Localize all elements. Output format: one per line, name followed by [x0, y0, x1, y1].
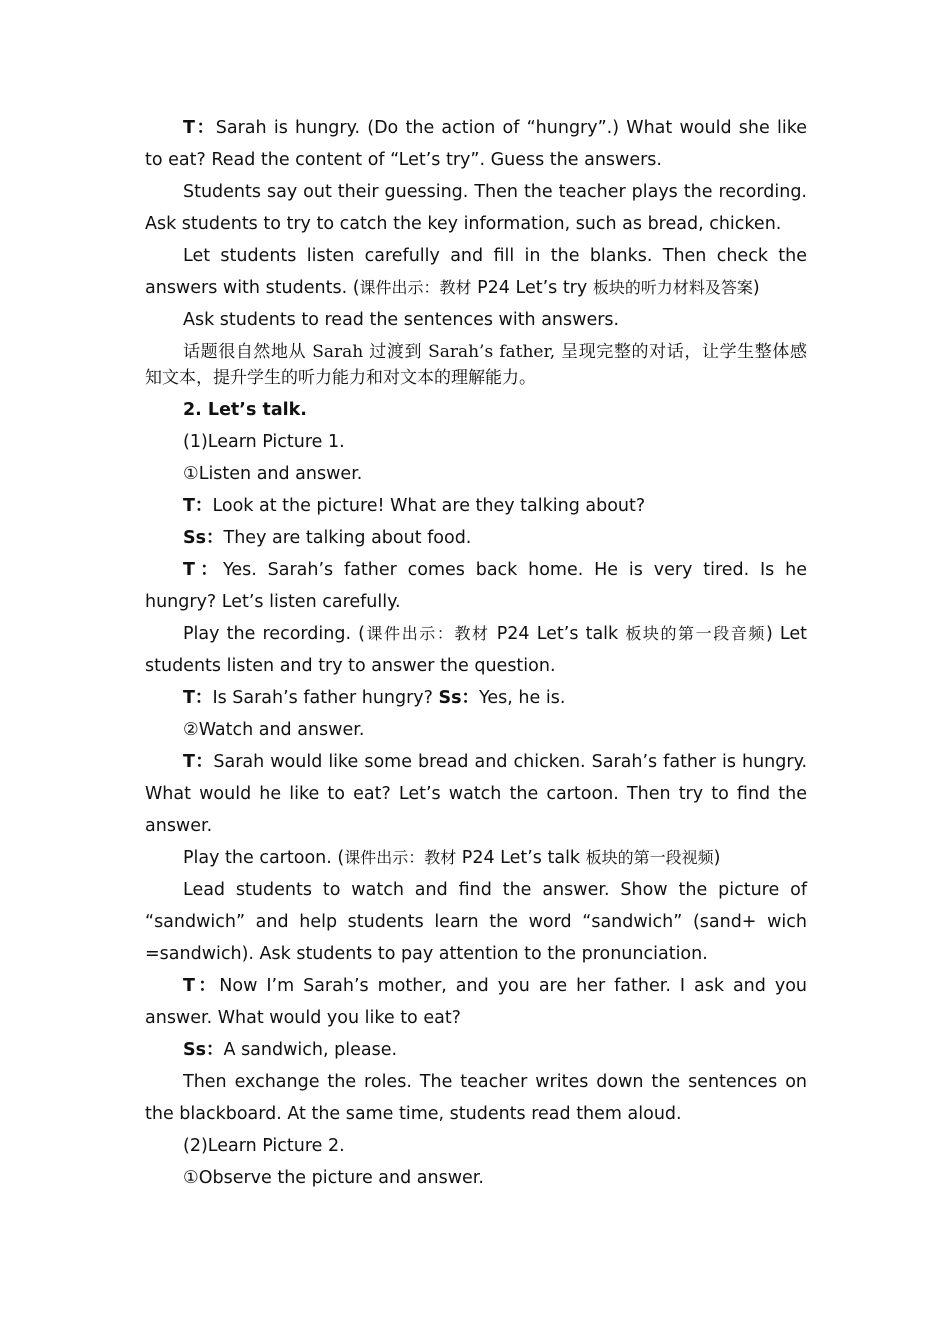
paragraph: Ask students to read the sentences with answers. — [183, 310, 620, 330]
text-span: ) Let students listen and try to answer the question. — [145, 624, 807, 676]
section-heading: 2. Let’s talk. — [183, 400, 307, 420]
text-span: Sarah is hungry. (Do the action of “hungry”.) What would she like to eat? Read the content of “Let’s try”. Guess the answers. — [145, 118, 807, 170]
paragraph — [145, 970, 807, 1034]
paragraph: Lead students to watch and find the answer. Show the picture of “sandwich” and help students learn the word “sandwich” (sand+ wich =sandwich). Ask students to pay attention to the pronunciation. — [145, 880, 807, 964]
document-page — [145, 112, 807, 1194]
paragraph — [145, 240, 807, 304]
paragraph — [145, 112, 807, 176]
paragraph: ①Observe the picture and answer. — [183, 1168, 484, 1188]
text-span: Yes. Sarah’s father comes back home. He is very tired. Is he hungry? Let’s listen carefully. — [145, 560, 807, 612]
text-span: Is Sarah’s father hungry? — [212, 688, 439, 708]
paragraph: Then exchange the roles. The teacher writes down the sentences on the blackboard. At the same time, students read them aloud. — [145, 1072, 807, 1124]
paragraph: Students say out their guessing. Then the teacher plays the recording. Ask students to try to catch the key information, such as bread, chicken. — [145, 182, 807, 234]
paragraph — [145, 618, 807, 682]
text-span: 板块的第一段音频 — [625, 624, 766, 643]
speaker-label: T： — [183, 752, 214, 772]
text-span: 板块的第一段视频 — [585, 848, 714, 867]
text-span: Play the cartoon. ( — [183, 848, 345, 868]
speaker-label: T： — [183, 496, 213, 516]
text-span: Sarah would like some bread and chicken. Sarah’s father is hungry. What would he like to eat? Let’s watch the cartoon. Then try to find the answer. — [145, 752, 808, 836]
paragraph — [145, 842, 807, 874]
text-span: They are talking about food. — [223, 528, 472, 548]
text-span: Play the recording. ( — [183, 624, 365, 644]
paragraph: (1)Learn Picture 1. — [183, 432, 345, 452]
text-span: Look at the picture! What are they talking about? — [212, 496, 646, 516]
text-span: P24 Let’s talk — [456, 848, 586, 868]
text-span: Yes, he is. — [479, 688, 566, 708]
text-span: A sandwich, please. — [223, 1040, 398, 1060]
speaker-label: Ss： — [183, 528, 224, 548]
speaker-label: T： — [183, 976, 220, 996]
text-span: Now I’m Sarah’s mother, and you are her father. I ask and you answer. What would you like to eat? — [145, 976, 807, 1028]
paragraph: (2)Learn Picture 2. — [183, 1136, 345, 1156]
paragraph — [145, 522, 807, 554]
text-span: Let students listen carefully and fill in the blanks. Then check the answers with students. ( — [145, 246, 807, 298]
text-span: 课件出示：教材 — [359, 278, 472, 297]
paragraph: ①Listen and answer. — [183, 464, 363, 484]
text-span: ) — [713, 848, 721, 868]
paragraph: 话题很自然地从 Sarah 过渡到 Sarah’s father, 呈现完整的对话，让学生整体感知文本，提升学生的听力能力和对文本的理解能力。 — [145, 342, 807, 388]
paragraph — [145, 1034, 807, 1066]
text-span: 课件出示：教材 — [364, 624, 490, 643]
speaker-label: T： — [183, 560, 223, 580]
speaker-label: T： — [183, 688, 213, 708]
speaker-label: Ss： — [438, 688, 480, 708]
text-span: 课件出示：教材 — [344, 848, 457, 867]
text-span: 板块的听力材料及答案 — [592, 278, 753, 297]
speaker-label: Ss： — [183, 1040, 224, 1060]
paragraph — [145, 746, 807, 842]
speaker-label: T： — [183, 118, 216, 138]
paragraph — [145, 554, 807, 618]
text-span: P24 Let’s try — [471, 278, 593, 298]
paragraph — [145, 490, 807, 522]
paragraph — [145, 682, 807, 714]
paragraph: ②Watch and answer. — [183, 720, 365, 740]
text-span: ) — [752, 278, 760, 298]
text-span: P24 Let’s talk — [489, 624, 626, 644]
